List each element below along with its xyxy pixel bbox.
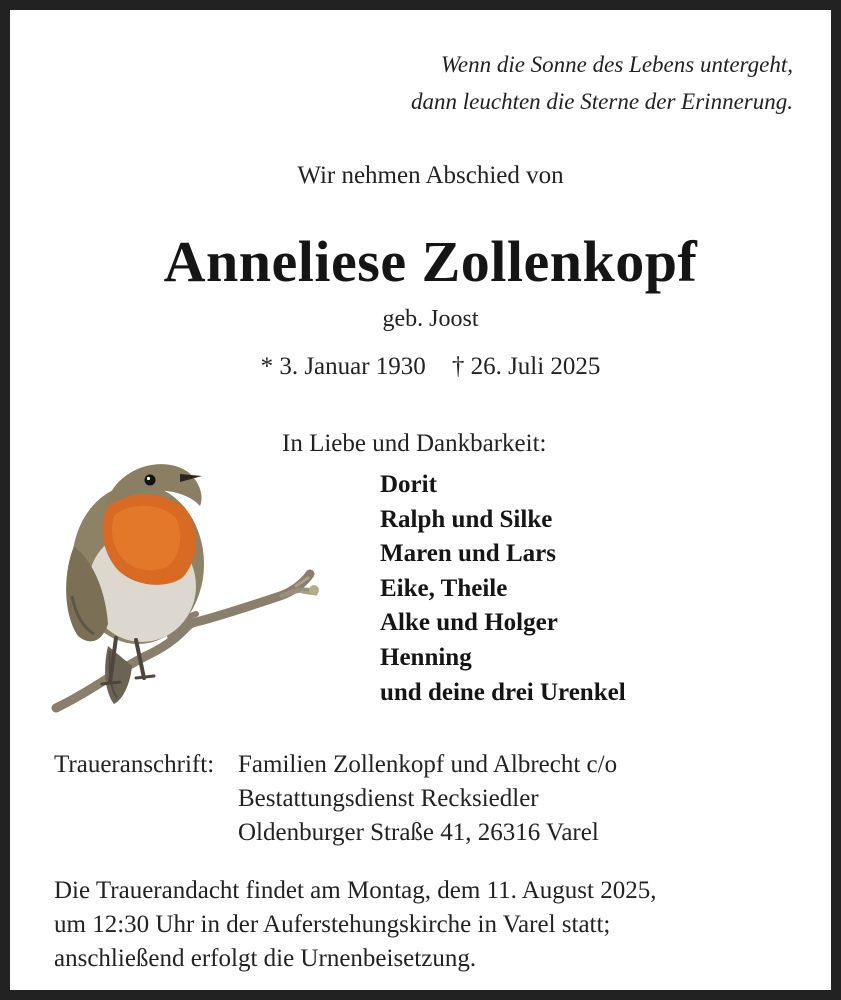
- family-member: Ralph und Silke: [380, 505, 553, 533]
- family-member: und deine drei Urenkel: [380, 678, 626, 706]
- family-member: Henning: [380, 643, 472, 671]
- address-line-3: Oldenburger Straße 41, 26316 Varel: [238, 819, 599, 846]
- ceremony-line-2: um 12:30 Uhr in der Auferstehungskirche in Varel statt;: [54, 911, 611, 938]
- address-label: Traueranschrift:: [54, 751, 215, 778]
- thanks-heading: In Liebe und Dankbarkeit:: [282, 430, 547, 457]
- birth-date: * 3. Januar 1930: [260, 353, 426, 380]
- family-member: Maren und Lars: [380, 540, 556, 568]
- mourning-address: [54, 748, 617, 850]
- memorial-quote: [411, 46, 793, 120]
- address-line-1: Familien Zollenkopf und Albrecht c/o: [238, 751, 618, 778]
- ceremony-details: [54, 874, 656, 976]
- ceremony-line-1: Die Trauerandacht findet am Montag, dem 11. August 2025,: [54, 877, 657, 904]
- deceased-name: Anneliese Zollenkopf: [163, 229, 698, 294]
- life-dates: [10, 353, 841, 381]
- family-member: Dorit: [380, 471, 437, 498]
- intro-text: Wir nehmen Abschied von: [297, 162, 564, 189]
- quote-line-2: dann leuchten die Sterne der Erinnerung.: [411, 89, 793, 114]
- address-line-2: Bestattungsdienst Recksiedler: [238, 785, 539, 812]
- robin-bird-on-branch-icon: [50, 446, 325, 714]
- quote-line-1: Wenn die Sonne des Lebens untergeht,: [440, 52, 793, 77]
- family-member: Alke und Holger: [380, 609, 558, 637]
- family-list: [380, 468, 626, 710]
- maiden-name: geb. Joost: [382, 306, 479, 332]
- family-member: Eike, Theile: [380, 574, 508, 602]
- ceremony-line-3: anschließend erfolgt die Urnenbeisetzung.: [54, 945, 477, 972]
- death-date: † 26. Juli 2025: [451, 353, 601, 380]
